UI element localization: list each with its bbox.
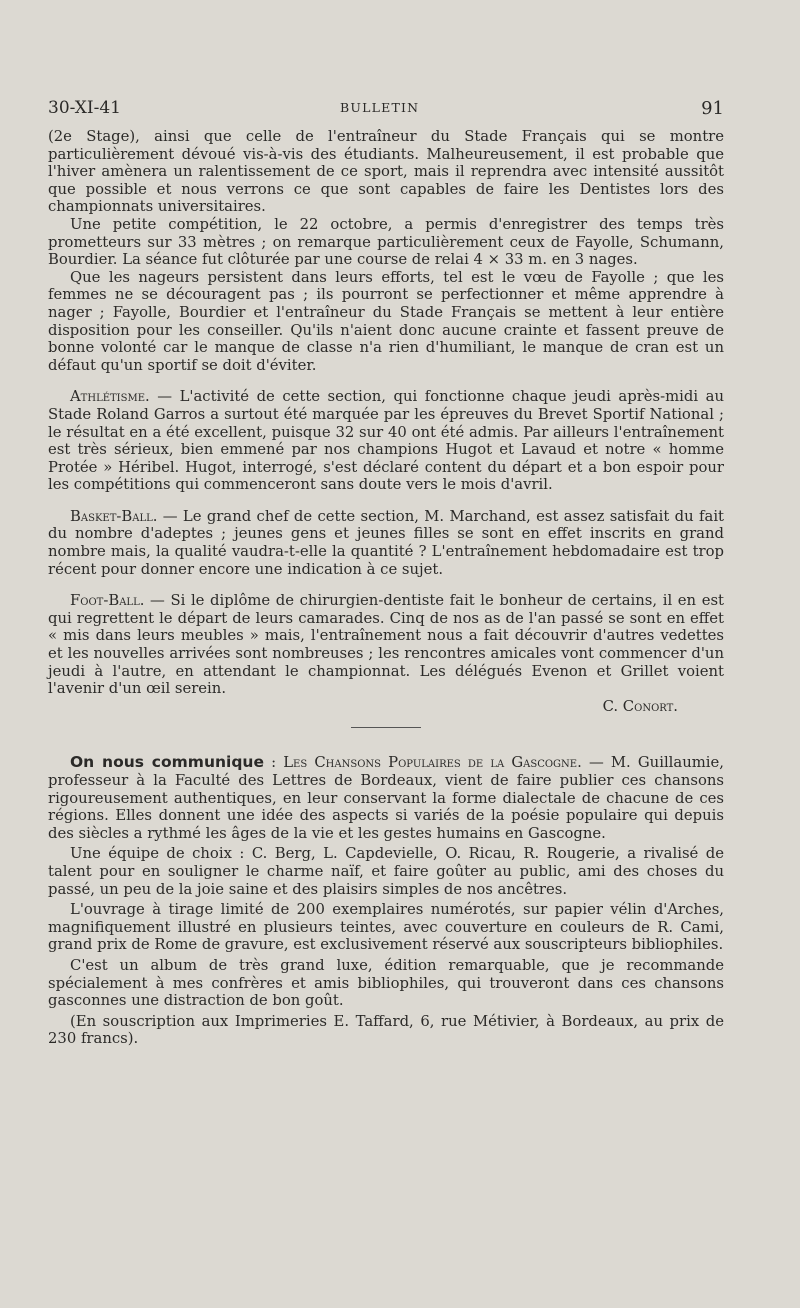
issue-date: 30-XI-41 (48, 98, 121, 118)
author-signature: C. Conort. (602, 697, 678, 715)
swimming-paragraph-2: Une petite compétition, le 22 octobre, a permis d'enregistrer des temps très prometteurs sur 33 mètres ; on remarque particulièrement ceux de Fayolle, Schumann, Bourdier. La séance fut clôturée par une course de relai 4 × 33 m. en 3 nages. (48, 215, 724, 269)
football-heading: Foot-Ball. (70, 592, 145, 610)
basketball-paragraph (48, 508, 724, 578)
communique-paragraph-2: Une équipe de choix : C. Berg, L. Capdevielle, O. Ricau, R. Rougerie, a rivalisé de talent pour en souligner le charme naïf, et faire goûter au public, ami des choses du passé, un peu de la joie saine et des plaisirs simples de nos ancêtres. (48, 845, 724, 898)
swimming-paragraph-3: Que les nageurs persistent dans leurs efforts, tel est le vœu de Fayolle ; que les femmes ne se découragent pas ; ils pourront se perfectionner et même apprendre à nager ; Fayolle, Bourdier et l'entraîneur du Stade Français se mettent à leur entière disposition pour les conseiller. Qu'ils n'aient donc aucune crainte et fassent preuve de bonne volonté car le manque de classe n'a rien d'humiliant, le manque de cran est un défaut qu'un sportif se doit d'éviter. (48, 268, 724, 374)
communique-paragraph-3: L'ouvrage à tirage limité de 200 exemplaires numérotés, sur papier vélin d'Arches, magnifiquement illustré en plusieurs teintes, avec couverture en couleurs de R. Cami, grand prix de Rome de gravure, est exclusivement réservé aux souscripteurs bibliophiles. (48, 901, 724, 954)
communique-lead: On nous communique (70, 753, 264, 772)
communique-paragraph-4: C'est un album de très grand luxe, édition remarquable, que je recommande spécialement à mes confrères et amis bibliophiles, qui trouveront dans ces chansons gasconnes une distraction de bon goût. (48, 956, 724, 1010)
communique-title: Les Chansons Populaires de la Gascogne. (283, 754, 582, 772)
communique-paragraph-1: On nous communique : Les Chansons Populaires de la Gascogne. — M. Guillaumie, professeur à la Faculté des Lettres de Bordeaux, vient de faire publier ces chansons rigoureusement authentiques, en leur conservant la forme dialectale de chacune de ces régions. Elles donnent une idée des aspects si variés de la poésie populaire qui depuis des siècles a rythmé les âges de la vie et les gestes humains en Gascogne. (48, 753, 724, 842)
football-paragraph (48, 592, 724, 698)
athletics-paragraph (48, 388, 724, 494)
football-text: — Si le diplôme de chirurgien-dentiste fait le bonheur de certains, il en est qui regrettent le départ de leurs camarades. Cinq de nos as de l'an passé se sont en effet « mis dans leurs meubles » mais, l'entraînement nous a fait découvrir d'autres vedettes et les nouvelles arrivées sont nombreuses ; les rencontres amicales vont commencer d'un jeudi à l'autre, en attendant le championnat. Les délégués Evenon et Grillet voient l'avenir d'un œil serein. (48, 592, 724, 698)
athletics-text: — L'activité de cette section, qui fonctionne chaque jeudi après-midi au Stade Roland Garros a surtout été marquée par les épreuves du Brevet Sportif National ; le résultat en a été excellent, puisque 32 sur 40 ont été admis. Par ailleurs l'entraînement est très sérieux, bien emmené par nos champions Hugot et Lavaud et notre « homme Protée » Héribel. Hugot, interrogé, s'est déclaré content du départ et a bon espoir pour les compétitions qui commenceront sans doute vers le mois d'avril. (48, 388, 724, 494)
bulletin-title: BULLETIN (340, 100, 420, 115)
page-number: 91 (701, 98, 724, 119)
running-header (48, 98, 724, 122)
athletics-heading: Athlétisme. (70, 388, 150, 406)
page-body (48, 128, 724, 1048)
basketball-text: — Le grand chef de cette section, M. Marchand, est assez satisfait du fait du nombre d'adeptes ; jeunes gens et jeunes filles se sont en effet inscrits en grand nombre mais, la qualité vaudra-t-elle la quantité ? L'entraînement hebdomadaire est trop récent pour donner encore une indication à ce sujet. (48, 507, 724, 578)
swimming-paragraph-1: (2e Stage), ainsi que celle de l'entraîneur du Stade Français qui se montre particulièrement dévoué vis-à-vis des étudiants. Malheureusement, il est probable que l'hiver amènera un ralentissement de ce sport, mais il reprendra avec intensité aussitôt que possible et nous verrons ce que sont capables de faire les Dentistes lors des championnats universitaires. (48, 128, 724, 216)
basketball-heading: Basket-Ball. (70, 507, 158, 525)
communique-paragraph-5: (En souscription aux Imprimeries E. Taffard, 6, rue Métivier, à Bordeaux, au prix de 230 francs). (48, 1012, 724, 1048)
